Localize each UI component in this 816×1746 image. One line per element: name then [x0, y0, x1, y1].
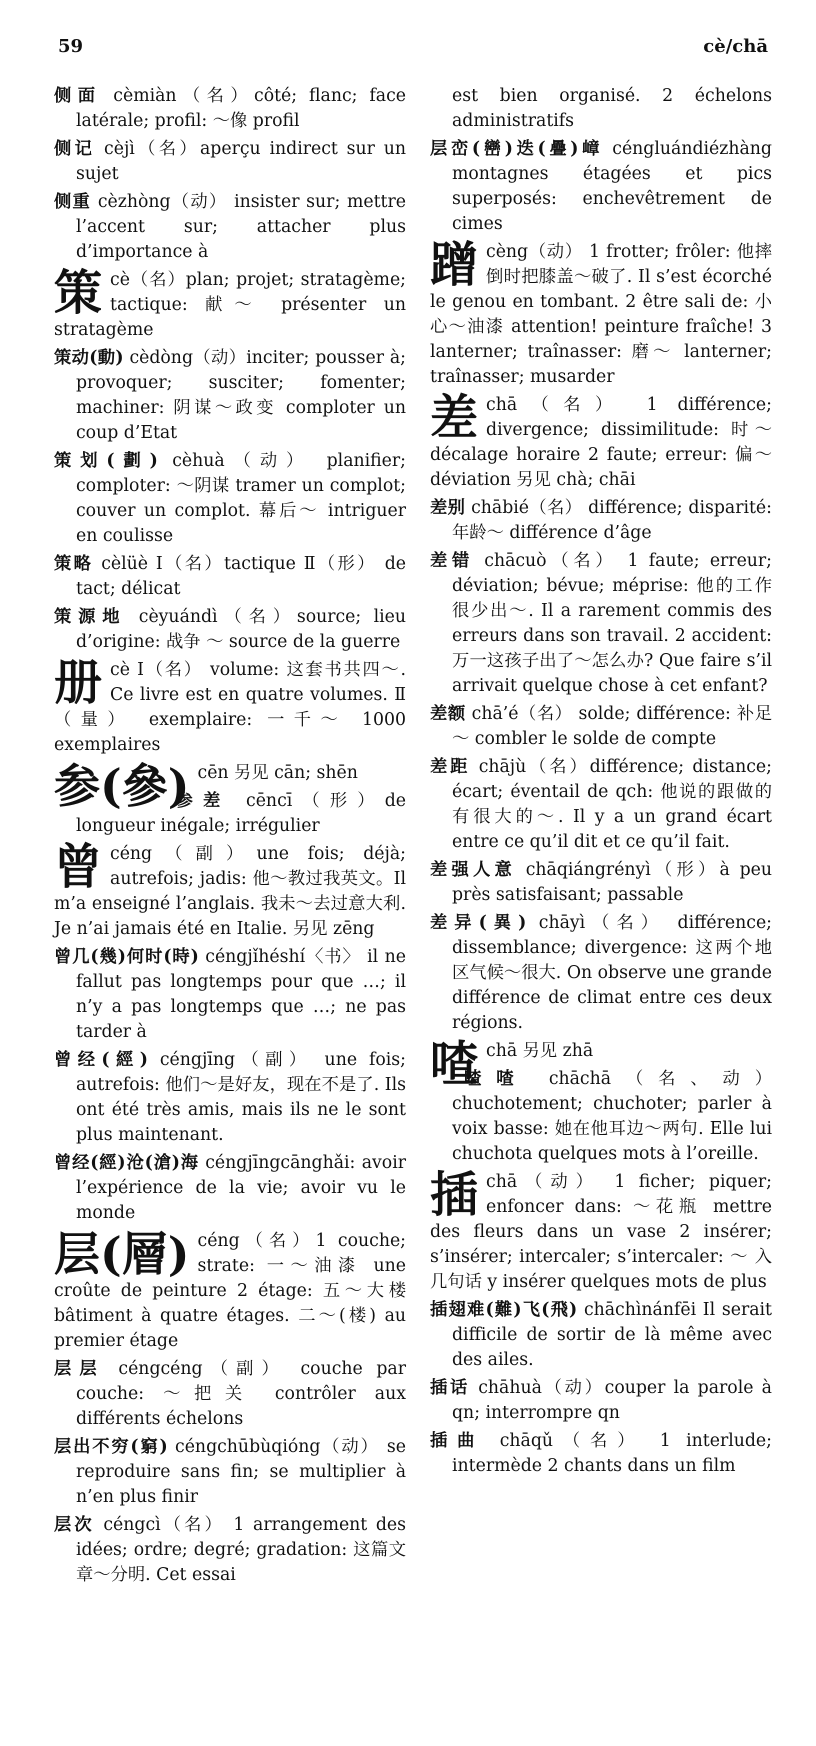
- entry-headword: 层出不穷(窮): [54, 1437, 168, 1457]
- dictionary-entry: [54, 84, 406, 134]
- page-number: 59: [58, 36, 84, 57]
- entry-definition: céngluándiézhàng montagnes étagées et pics superposés: enchevêtrement de cimes: [452, 139, 772, 234]
- dictionary-entry: [430, 237, 772, 390]
- dictionary-entry: [54, 346, 406, 446]
- dictionary-entry: [54, 1357, 406, 1432]
- dictionary-entry: [54, 265, 406, 343]
- entry-headword: 曾: [54, 839, 103, 895]
- entry-definition: céngcéng（副） couche par couche: ～把关 contrôler aux différents échelons: [76, 1359, 406, 1429]
- dictionary-entry: [430, 702, 772, 752]
- entry-headword: 策划(劃): [54, 451, 158, 471]
- entry-headword: 层峦(巒)迭(疊)嶂: [430, 139, 604, 159]
- entry-headword: 策源地: [54, 607, 127, 627]
- dictionary-entry: [430, 137, 772, 237]
- dictionary-entry: [54, 1048, 406, 1148]
- dictionary-entry: [54, 1229, 406, 1354]
- entry-definition: cēn 另见 cān; shēn: [197, 763, 358, 783]
- entry-definition: cè（名）plan; projet; stratagème; tactique: 献～ présenter un stratagème: [54, 270, 406, 340]
- entry-headword: 参差: [175, 791, 231, 811]
- entry-definition: chā（动） 1 ficher; piquer; enfoncer dans: ～花瓶 mettre des fleurs dans un vase 2 insérer; s’insérer; intercaler; s’intercaler: ～ 入几句话 y insérer quelques mots de plus: [430, 1172, 772, 1292]
- entry-definition: cèjì（名）aperçu indirect sur un sujet: [76, 139, 406, 184]
- dictionary-entry: [430, 1376, 772, 1426]
- entry-headword: 曾经(經)沧(滄)海: [54, 1153, 199, 1173]
- dictionary-entry: [430, 1067, 772, 1167]
- entry-definition: céngjīng（副） une fois; autrefois: 他们～是好友，现在不是了. Ils ont été très amis, mais ils ne le sont plus maintenant.: [76, 1050, 406, 1145]
- dictionary-entry: [54, 190, 406, 265]
- entry-headword: 层(層): [54, 1227, 190, 1281]
- entry-headword: 侧记: [54, 139, 96, 159]
- dictionary-entry: [54, 1435, 406, 1510]
- entry-headword: 插翅难(難)飞(飛): [430, 1300, 578, 1320]
- entry-headword: 差强人意: [430, 860, 517, 880]
- entry-headword: 策: [54, 265, 103, 321]
- entry-headword: 差异(異): [430, 913, 527, 933]
- dictionary-entry: [54, 449, 406, 549]
- entry-headword: 层次: [54, 1515, 95, 1535]
- entry-definition: chāchā（名、动） chuchotement; chuchoter; parler à voix basse: 她在他耳边～两句. Elle lui chuchota quelques mots à l’oreille.: [452, 1069, 772, 1164]
- entry-headword: 差别: [430, 498, 466, 518]
- dictionary-entry: [54, 1151, 406, 1226]
- entry-definition: céngjīngcānghǎi: avoir l’expérience de la vie; avoir vu le monde: [76, 1153, 406, 1223]
- left-column: [54, 84, 406, 1591]
- entry-definition: cèhuà（动） planifier; comploter: ～阴谋 tramer un complot; couver un complot. 幕后～ intriguer en coulisse: [76, 451, 406, 546]
- entry-definition: chāhuà（动）couper la parole à qn; interrompre qn: [452, 1378, 772, 1423]
- dictionary-entry: [430, 84, 772, 134]
- entry-headword: 差错: [430, 551, 475, 571]
- dictionary-entry: [54, 137, 406, 187]
- entry-definition: céngcì（名） 1 arrangement des idées; ordre; degré; gradation: 这篇文章～分明. Cet essai: [76, 1515, 406, 1585]
- entry-definition: chājù（名）différence; distance; écart; éventail de qch: 他说的跟做的有很大的～. Il y a un grand écart entre ce qu’il dit et ce qu’il fait.: [452, 757, 772, 852]
- entry-definition: chā’é（名） solde; différence: 补足～ combler le solde de compte: [452, 704, 772, 749]
- dictionary-entry: [430, 1298, 772, 1373]
- guide-word: cè/chā: [703, 36, 768, 57]
- entry-headword: 差距: [430, 757, 471, 777]
- entry-headword: 差: [430, 390, 479, 446]
- entry-headword: 曾经(經): [54, 1050, 148, 1070]
- dictionary-entry: [430, 549, 772, 699]
- entry-headword: 喳: [430, 1036, 479, 1092]
- right-column: [430, 84, 772, 1482]
- dictionary-entry: [54, 655, 406, 758]
- entry-definition: cèdòng（动）inciter; pousser à; provoquer; susciter; fomenter; machiner: 阴谋～政变 comploter un coup d’Etat: [76, 348, 406, 443]
- entry-headword: 插话: [430, 1378, 471, 1398]
- entry-definition: chāyì（名） différence; dissemblance; divergence: 这两个地区气候～很大. On observe une grande différence de climat entre ces deux régions.: [452, 913, 772, 1033]
- entry-headword: 层层: [54, 1359, 105, 1379]
- entry-headword: 侧面: [54, 86, 102, 106]
- entry-definition: chācuò（名） 1 faute; erreur; déviation; bévue; méprise: 他的工作很少出～. Il a rarement commis des erreurs dans son travail. 2 accident: 万一这孩子出了～怎么办? Que faire s’il arrivait quelque chose à cet enfant?: [452, 551, 773, 696]
- dictionary-entry: [430, 390, 772, 493]
- entry-headword: 参(參): [54, 759, 190, 813]
- entry-definition: céngjǐhéshí〈书〉 il ne fallut pas longtemps pour que …; il n’y a pas longtemps que …; ne pas tarder à: [76, 947, 406, 1042]
- entry-headword: 册: [54, 655, 103, 711]
- dictionary-entry: [54, 552, 406, 602]
- dictionary-entry: [54, 605, 406, 655]
- dictionary-entry: [430, 1429, 772, 1479]
- entry-headword: 曾几(幾)何时(時): [54, 947, 199, 967]
- dictionary-entry: [430, 911, 772, 1036]
- entry-definition: cèyuándì（名）source; lieu d’origine: 战争 ～ source de la guerre: [76, 607, 406, 652]
- entry-definition: chāqiángrényì（形）à peu près satisfaisant; passable: [452, 860, 772, 905]
- entry-headword: 插曲: [430, 1431, 485, 1451]
- entry-definition: est bien organisé. 2 échelons administratifs: [452, 86, 772, 131]
- entry-headword: 喳喳: [464, 1069, 529, 1089]
- entry-headword: 差额: [430, 704, 466, 724]
- dictionary-entry: [430, 858, 772, 908]
- dictionary-entry: [54, 1513, 406, 1588]
- entry-definition: cèlüè Ⅰ（名）tactique Ⅱ（形） de tact; délicat: [76, 554, 406, 599]
- entry-definition: cè Ⅰ（名） volume: 这套书共四～. Ce livre est en quatre volumes. Ⅱ（量） exemplaire: 一千～ 1000 exemplaires: [54, 660, 406, 755]
- dictionary-entry: [54, 945, 406, 1045]
- dictionary-entry: [430, 496, 772, 546]
- entry-definition: chāqǔ（名） 1 interlude; intermède 2 chants dans un film: [452, 1431, 772, 1476]
- entry-definition: chā 另见 zhā: [486, 1041, 594, 1061]
- entry-headword: 策略: [54, 554, 94, 574]
- entry-definition: céng（名）1 couche; strate: 一～油漆 une croûte de peinture 2 étage: 五～大楼 bâtiment à quatre étages. 二～(楼) au premier étage: [54, 1231, 406, 1351]
- entry-headword: 插: [430, 1167, 479, 1223]
- dictionary-entry: [430, 755, 772, 855]
- entry-definition: céngchūbùqióng（动） se reproduire sans fin; se multiplier à n’en plus finir: [76, 1437, 406, 1507]
- entry-definition: cèmiàn（名）côté; flanc; face latérale; profil: ～像 profil: [76, 86, 406, 131]
- dictionary-entry: [54, 839, 406, 942]
- entry-headword: 侧重: [54, 192, 92, 212]
- entry-definition: chāchìnánfēi Il serait difficile de sortir de là même avec des ailes.: [452, 1300, 772, 1370]
- entry-definition: cèng（动） 1 frotter; frôler: 他摔倒时把膝盖～破了. Il s’est écorché le genou en tombant. 2 être sali de: 小心～油漆 attention! peinture fraîche! 3 lanterner; traînasser: 磨～ lanterner; traînasser; musarder: [430, 242, 772, 387]
- entry-definition: cèzhòng（动） insister sur; mettre l’accent sur; attacher plus d’importance à: [76, 192, 406, 262]
- entry-headword: 蹭: [430, 237, 479, 293]
- entry-definition: chā（名） 1 différence; divergence; dissimilitude: 时～ décalage horaire 2 faute; erreur: 偏～ déviation 另见 chà; chāi: [430, 395, 772, 490]
- entry-definition: cēncī（形）de longueur inégale; irrégulier: [76, 791, 406, 836]
- entry-definition: céng（副）une fois; déjà; autrefois; jadis: 他～教过我英文。Il m’a enseigné l’anglais. 我未～去过意大利. Je n’ai jamais été en Italie. 另见 zēng: [54, 844, 406, 939]
- entry-definition: chābié（名） différence; disparité: 年龄～ différence d’âge: [452, 498, 772, 543]
- entry-headword: 策动(動): [54, 348, 124, 368]
- dictionary-entry: [430, 1167, 772, 1295]
